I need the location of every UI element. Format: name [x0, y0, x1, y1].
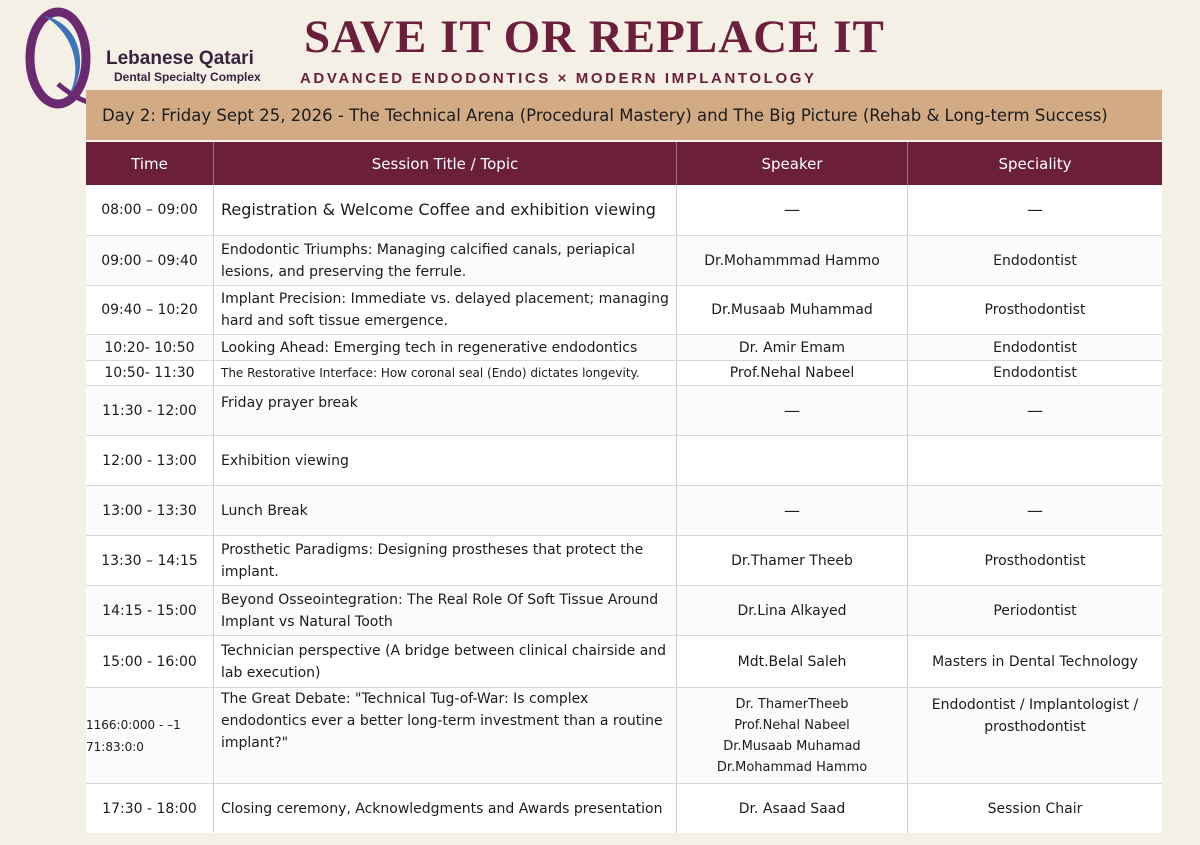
- row-speaker: —: [676, 185, 907, 235]
- table-row: [86, 236, 1162, 286]
- page-title: SAVE IT OR REPLACE IT: [304, 11, 885, 63]
- row-speaker: —: [676, 386, 907, 435]
- row-time: 13:00 - 13:30: [102, 502, 197, 519]
- row-speciality: Prosthodontist: [907, 286, 1162, 334]
- speaker-list: [717, 694, 867, 778]
- row-title: The Great Debate: "Technical Tug-of-War: Is complex endodontics ever a better long-term investment than a routine implant?": [213, 688, 676, 783]
- row-title: Prosthetic Paradigms: Designing prostheses that protect the implant.: [213, 536, 676, 585]
- table-header: [86, 142, 1162, 185]
- row-speaker: Dr.Lina Alkayed: [676, 586, 907, 635]
- header-speaker: Speaker: [676, 142, 907, 185]
- row-title: Registration & Welcome Coffee and exhibition viewing: [213, 185, 676, 235]
- row-time: 09:00 – 09:40: [101, 252, 198, 269]
- row-time: 15:00 - 16:00: [102, 653, 197, 670]
- row-title: The Restorative Interface: How coronal seal (Endo) dictates longevity.: [213, 361, 676, 385]
- speaker-name: Prof.Nehal Nabeel: [734, 717, 850, 733]
- row-time: 08:00 – 09:00: [101, 202, 198, 218]
- row-title: Friday prayer break: [213, 386, 676, 435]
- row-time: 1166:0:000 - –1 71:83:0:0: [86, 717, 181, 754]
- row-speciality: Endodontist: [907, 236, 1162, 285]
- row-speciality: [907, 436, 1162, 485]
- row-speaker: Dr.Musaab Muhammad: [676, 286, 907, 334]
- day-banner: Day 2: Friday Sept 25, 2026 - The Technical Arena (Procedural Mastery) and The Big Picture (Rehab & Long-term Success): [86, 90, 1162, 140]
- row-speciality: —: [907, 486, 1162, 535]
- table-row: [86, 784, 1162, 833]
- row-title: Looking Ahead: Emerging tech in regenerative endodontics: [213, 335, 676, 360]
- table-row: [86, 586, 1162, 636]
- row-speciality: —: [907, 386, 1162, 435]
- row-time: 12:00 - 13:00: [102, 452, 197, 469]
- row-speciality: Endodontist: [907, 335, 1162, 360]
- schedule-table: [86, 185, 1162, 833]
- row-speaker: Prof.Nehal Nabeel: [676, 361, 907, 385]
- row-speaker: Dr. Asaad Saad: [676, 784, 907, 833]
- table-row: [86, 688, 1162, 784]
- row-speaker: Dr. Amir Emam: [676, 335, 907, 360]
- row-title: Implant Precision: Immediate vs. delayed placement; managing hard and soft tissue emergence.: [213, 286, 676, 334]
- row-title: Exhibition viewing: [213, 436, 676, 485]
- row-speaker: Dr.Mohammmad Hammo: [676, 236, 907, 285]
- row-speaker: Mdt.Belal Saleh: [676, 636, 907, 687]
- speaker-name: Dr.Musaab Muhamad: [723, 738, 861, 754]
- row-time: 10:50- 11:30: [104, 365, 195, 381]
- row-time: 17:30 - 18:00: [102, 800, 197, 817]
- row-speaker: [676, 436, 907, 485]
- row-speciality: Endodontist: [907, 361, 1162, 385]
- table-row: [86, 361, 1162, 386]
- logo-name: Lebanese Qatari: [106, 48, 254, 69]
- table-row: [86, 286, 1162, 335]
- table-row: [86, 636, 1162, 688]
- row-title: Endodontic Triumphs: Managing calcified canals, periapical lesions, and preserving the ferrule.: [213, 236, 676, 285]
- header-time: Time: [131, 154, 168, 173]
- header-speciality: Speciality: [907, 142, 1162, 185]
- table-row: [86, 436, 1162, 486]
- speaker-name: Dr. ThamerTheeb: [735, 696, 849, 712]
- page-subtitle: ADVANCED ENDODONTICS × MODERN IMPLANTOLOGY: [300, 70, 817, 87]
- row-speciality: —: [907, 185, 1162, 235]
- row-speciality: Periodontist: [907, 586, 1162, 635]
- row-title: Lunch Break: [213, 486, 676, 535]
- speaker-name: Dr.Mohammad Hammo: [716, 759, 868, 775]
- row-speaker: —: [676, 486, 907, 535]
- row-speakers: [676, 688, 907, 783]
- row-title: Beyond Osseointegration: The Real Role Of Soft Tissue Around Implant vs Natural Tooth: [213, 586, 676, 635]
- row-speciality: Endodontist / Implantologist / prosthodontist: [907, 688, 1162, 783]
- row-time: 10:20- 10:50: [104, 339, 195, 356]
- row-time: 11:30 - 12:00: [102, 402, 197, 419]
- table-row: [86, 335, 1162, 361]
- row-title: Closing ceremony, Acknowledgments and Awards presentation: [213, 784, 676, 833]
- row-time: 09:40 – 10:20: [101, 302, 198, 318]
- row-speciality: Masters in Dental Technology: [907, 636, 1162, 687]
- table-row: [86, 185, 1162, 236]
- table-row: [86, 486, 1162, 536]
- table-row: [86, 386, 1162, 436]
- row-speciality: Session Chair: [907, 784, 1162, 833]
- row-speciality: Prosthodontist: [907, 536, 1162, 585]
- header-session-title: Session Title / Topic: [213, 142, 676, 185]
- row-title: Technician perspective (A bridge between clinical chairside and lab execution): [213, 636, 676, 687]
- row-time: 13:30 – 14:15: [101, 552, 198, 569]
- logo-subtitle: Dental Specialty Complex: [114, 70, 261, 84]
- row-speaker: Dr.Thamer Theeb: [676, 536, 907, 585]
- row-time: 14:15 - 15:00: [102, 602, 197, 619]
- table-row: [86, 536, 1162, 586]
